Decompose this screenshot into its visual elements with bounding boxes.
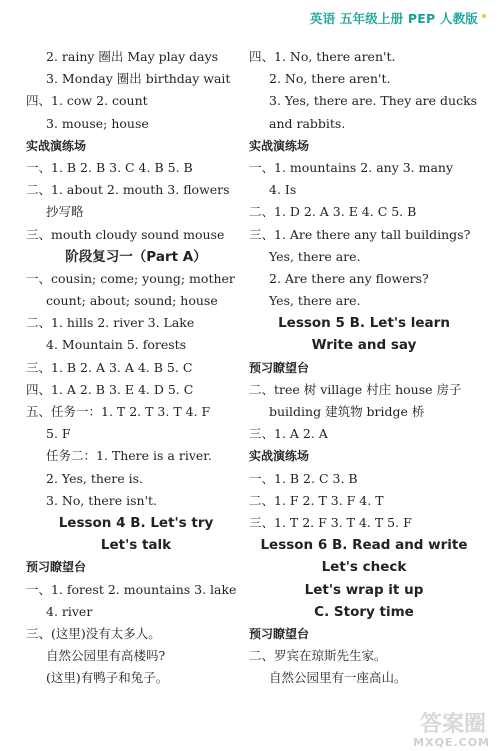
answer-line: 一、1. forest 2. mountains 3. lake bbox=[26, 581, 237, 597]
answer-line: 二、1. F 2. T 3. F 4. T bbox=[249, 492, 384, 508]
lesson-heading: Lesson 5 B. Let's learn bbox=[278, 315, 450, 332]
answer-line: 二、1. about 2. mouth 3. flowers bbox=[26, 182, 230, 198]
lesson-heading: 阶段复习一（Part A） bbox=[65, 248, 207, 265]
answer-line: 四、1. cow 2. count bbox=[26, 93, 148, 109]
answer-line: 4. Is bbox=[269, 182, 297, 198]
answer-line: 4. Mountain 5. forests bbox=[46, 337, 187, 353]
answer-line: 三、1. A 2. A bbox=[249, 426, 328, 442]
answer-line: 2. rainy 圈出 May play days bbox=[46, 49, 219, 64]
lesson-heading: Let's wrap it up bbox=[304, 581, 424, 598]
answer-line: building 建筑物 bridge 桥 bbox=[269, 404, 425, 419]
section-heading: 预习瞭望台 bbox=[249, 360, 310, 375]
answer-line: 二、1. D 2. A 3. E 4. C 5. B bbox=[249, 204, 417, 220]
answer-line: Yes, there are. bbox=[269, 293, 361, 309]
answer-line: 二、1. hills 2. river 3. Lake bbox=[26, 315, 195, 331]
answer-line: 五、任务一：1. T 2. T 3. T 4. F bbox=[26, 404, 211, 419]
answer-line: 一、1. B 2. B 3. C 4. B 5. B bbox=[26, 159, 193, 175]
lesson-heading: Let's check bbox=[321, 559, 407, 576]
answer-line: 3. Monday 圈出 birthday wait bbox=[46, 71, 231, 87]
answer-line: 自然公园里有一座高山。 bbox=[269, 670, 407, 686]
answer-line: 自然公园里有高楼吗? bbox=[46, 648, 166, 664]
section-heading: 实战演练场 bbox=[249, 138, 310, 153]
watermark-logo bbox=[384, 707, 494, 749]
answer-line: 二、tree 树 village 村庄 house 房子 bbox=[249, 381, 462, 397]
section-heading: 实战演练场 bbox=[249, 449, 310, 464]
section-heading: 预习瞭望台 bbox=[249, 626, 310, 641]
answer-line: 2. Yes, there is. bbox=[46, 470, 144, 486]
answer-line: 一、1. mountains 2. any 3. many bbox=[249, 159, 454, 175]
answer-line: 3. mouse; house bbox=[46, 115, 149, 131]
answer-line: 三、mouth cloudy sound mouse bbox=[26, 226, 225, 242]
answer-line: 四、1. No, there aren't. bbox=[249, 49, 396, 64]
answer-line: 二、罗宾在琼斯先生家。 bbox=[249, 648, 387, 664]
lesson-heading: Lesson 4 B. Let's try bbox=[58, 514, 214, 531]
answer-line: 3. No, there isn't. bbox=[46, 492, 158, 508]
answer-line: 一、1. B 2. C 3. B bbox=[249, 470, 358, 486]
watermark-text: 答案圈 bbox=[419, 712, 486, 737]
answer-line: 一、cousin; come; young; mother bbox=[26, 270, 235, 286]
answer-line: 任务二：1. There is a river. bbox=[46, 448, 212, 464]
answer-line: 3. Yes, there are. They are ducks bbox=[269, 93, 478, 109]
page-header bbox=[0, 0, 500, 32]
answer-line: count; about; sound; house bbox=[46, 293, 218, 309]
lesson-heading: C. Story time bbox=[314, 603, 414, 620]
header-dot-icon bbox=[482, 14, 486, 18]
section-heading: 实战演练场 bbox=[26, 138, 87, 153]
answer-line: 4. river bbox=[46, 603, 93, 619]
answer-line: 四、1. A 2. B 3. E 4. D 5. C bbox=[26, 381, 194, 397]
section-heading: 预习瞭望台 bbox=[26, 560, 87, 575]
lesson-heading: Let's talk bbox=[100, 537, 172, 554]
answer-line: 三、(这里)没有太多人。 bbox=[26, 625, 161, 641]
left-column bbox=[26, 46, 246, 689]
book-title: 英语 五年级上册 PEP 人教版 bbox=[309, 11, 478, 26]
answer-line: 2. No, there aren't. bbox=[269, 71, 391, 87]
answer-line: and rabbits. bbox=[269, 115, 346, 131]
answer-line: (这里)有鸭子和兔子。 bbox=[46, 670, 169, 686]
answer-line: 5. F bbox=[46, 426, 71, 442]
answer-line: 三、1. T 2. F 3. T 4. T 5. F bbox=[249, 514, 412, 530]
answer-line: 三、1. Are there any tall buildings? bbox=[249, 226, 471, 242]
answer-line: 抄写略 bbox=[46, 204, 84, 220]
answer-line: 2. Are there any flowers? bbox=[269, 270, 429, 286]
lesson-heading: Write and say bbox=[311, 337, 417, 354]
lesson-heading: Lesson 6 B. Read and write bbox=[260, 537, 468, 554]
answer-line: Yes, there are. bbox=[269, 248, 361, 264]
watermark-url: MXQE.COM bbox=[413, 736, 490, 749]
answer-line: 三、1. B 2. A 3. A 4. B 5. C bbox=[26, 359, 193, 375]
right-column bbox=[249, 46, 479, 689]
